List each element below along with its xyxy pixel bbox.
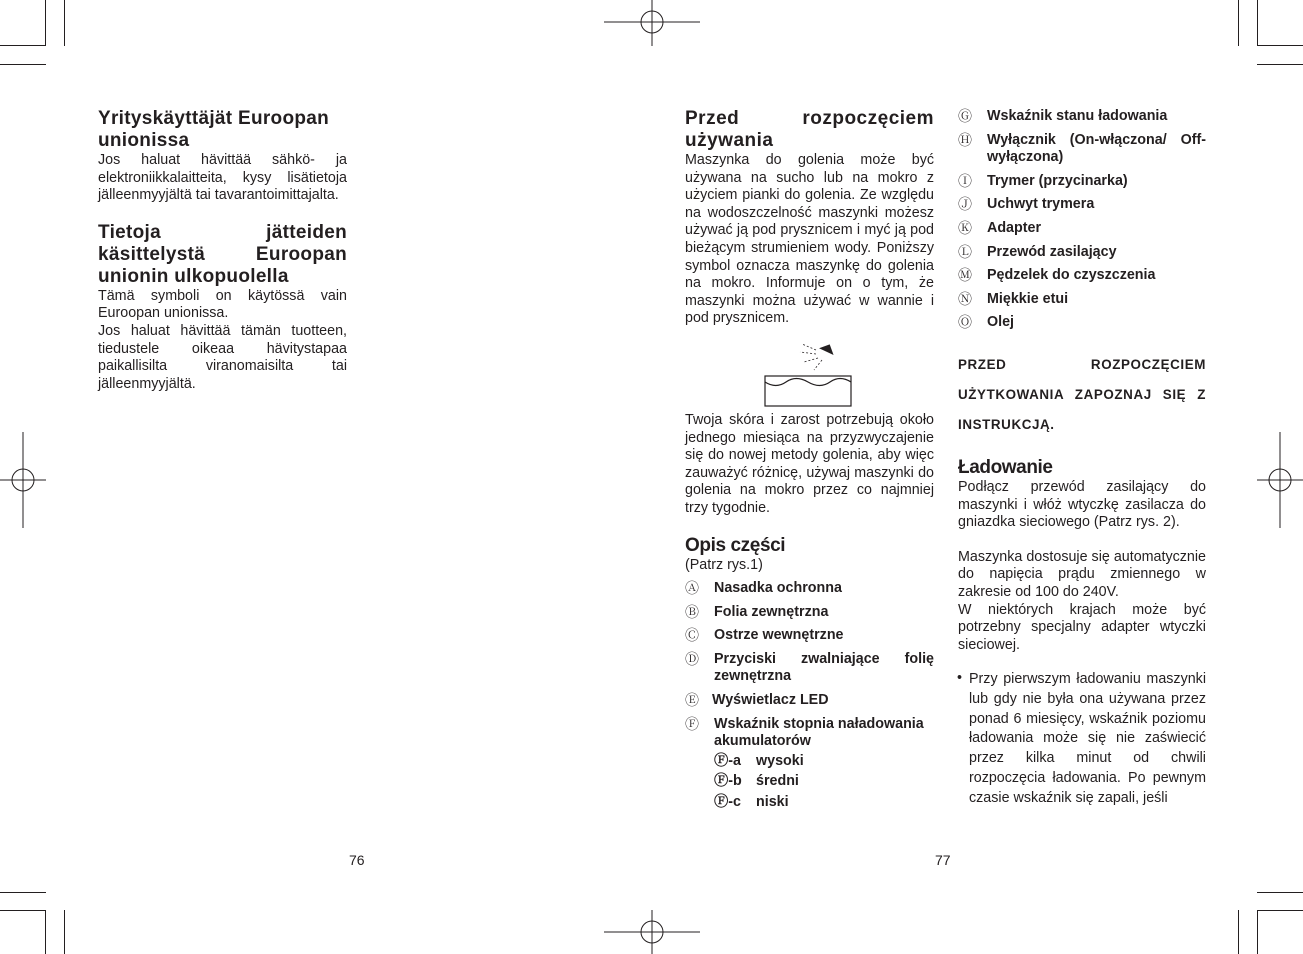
- sub-part-label: wysoki: [756, 752, 804, 769]
- pl-warning: PRZED ROZPOCZĘCIEM UŻYTKOWANIA ZAPOZNAJ SIĘ Z INSTRUKCJĄ.: [958, 356, 1206, 432]
- list-item: [685, 692, 934, 710]
- part-label: Miękkie etui: [987, 290, 1069, 307]
- page-number-left: 76: [349, 852, 365, 868]
- pl-heading-parts: Opis części: [685, 534, 786, 556]
- sub-part-item: [685, 771, 934, 792]
- pl-bullet-item: [958, 670, 1206, 808]
- sub-part-item: [685, 751, 934, 772]
- sub-part-item: [685, 792, 934, 813]
- part-marker: Ⓘ: [958, 172, 972, 189]
- polish-column-1: [685, 108, 934, 813]
- part-marker: Ⓑ: [685, 603, 699, 620]
- registration-mark-bottom: [604, 910, 700, 954]
- part-marker: Ⓜ: [958, 267, 972, 284]
- fi-heading-eu-business: Yrityskäyttäjät Euroopan unionissa: [98, 108, 330, 151]
- part-label: Folia zewnętrzna: [714, 603, 829, 620]
- parts-list-continued: [958, 108, 1206, 332]
- polish-column-2: [958, 108, 1206, 808]
- sub-part-marker: Ⓕ-b: [714, 773, 742, 790]
- pl-paragraph-before-use: Maszynka do golenia może być używana na sucho lub na mokro z użyciem pianki do golenia. Ze względu na wodoszczelność maszynki możesz używać ją pod prysznicem i myć ją pod bieżącym strumieniem wody. Poniższy symbol oznacza maszynkę do golenia na mokro. Informuje on o tym, że maszynki można używać w wannie i pod prysznicem.: [685, 152, 934, 327]
- bullet-icon: •: [957, 670, 963, 687]
- part-marker: Ⓛ: [958, 243, 972, 260]
- part-label: Wskaźnik stanu ładowania: [987, 108, 1168, 124]
- registration-mark-top: [604, 0, 700, 46]
- part-marker: Ⓕ: [685, 715, 699, 732]
- part-marker: Ⓝ: [958, 290, 972, 307]
- part-label: Uchwyt trymera: [987, 196, 1095, 213]
- registration-mark-right: [1257, 432, 1303, 528]
- part-label: Wskaźnik stopnia naładowania akumulatorów: [714, 715, 924, 750]
- list-item: [958, 267, 1206, 285]
- finnish-column: [98, 108, 347, 393]
- list-item: [685, 651, 934, 686]
- registration-mark-left: [0, 432, 46, 528]
- part-marker: Ⓚ: [958, 219, 972, 236]
- list-item: [685, 580, 934, 598]
- sub-part-label: niski: [756, 794, 789, 811]
- pl-heading-charging: Ładowanie: [958, 456, 1053, 478]
- page-number-right: 77: [935, 852, 951, 868]
- fi-paragraph-eu-business: Jos haluat hävittää sähkö- ja elektroniikkalaitteita, kysy lisätietoja jälleenmyyjältä tai tavarantoimittajalta.: [98, 152, 347, 204]
- list-item: [958, 291, 1206, 309]
- part-label: Olej: [987, 314, 1015, 331]
- pl-heading-before-use: Przed rozpoczęciem używania: [685, 108, 934, 151]
- fi-heading-outside-eu: Tietoja jätteiden käsittelystä Euroopan unionin ulkopuolella: [98, 221, 347, 287]
- pl-paragraph-charging-2: Maszynka dostosuje się automatycznie do napięcia prądu zmiennego w zakresie od 100 do 240V.: [958, 548, 1206, 600]
- pl-paragraph-skin: Twoja skóra i zarost potrzebują około jednego miesiąca na przyzwyczajenie się do nowej metody golenia, aby więc zauważyć różnicę, używaj maszynki do golenia na mokro przez co najmniej trzy tygodnie.: [685, 411, 934, 516]
- part-label: Przewód zasilający: [987, 243, 1117, 260]
- list-item: [958, 173, 1206, 191]
- part-marker: Ⓒ: [685, 627, 699, 644]
- part-label: Adapter: [987, 219, 1042, 236]
- part-label: Przyciski zwalniające folię zewnętrzna: [714, 650, 934, 685]
- list-item: [958, 244, 1206, 262]
- list-item: [958, 314, 1206, 332]
- part-label: Nasadka ochronna: [714, 580, 842, 597]
- part-label: Wyświetlacz LED: [712, 692, 829, 709]
- pl-paragraph-charging-3: W niektórych krajach może być potrzebny specjalny adapter wtyczki sieciowej.: [958, 601, 1206, 653]
- sub-part-label: średni: [756, 773, 799, 790]
- list-item: [958, 196, 1206, 214]
- sub-part-marker: Ⓕ-c: [714, 794, 742, 811]
- part-label: Ostrze wewnętrzne: [714, 627, 844, 644]
- part-marker: Ⓞ: [958, 314, 972, 331]
- part-label: Wyłącznik (On-włączona/ Off-wyłączona): [987, 131, 1206, 166]
- pl-parts-ref: (Patrz rys.1): [685, 556, 763, 573]
- sub-part-marker: Ⓕ-a: [714, 752, 742, 769]
- list-item: [685, 604, 934, 622]
- part-marker: Ⓙ: [958, 196, 972, 213]
- list-item: [958, 132, 1206, 167]
- pl-bullet-text: Przy pierwszym ładowaniu maszynki lub gdy nie była ona używana przez ponad 6 miesięcy, wskaźnik poziomu ładowania może się nie zaświecić przez kilka minut od chwili rozpoczęcia ładowania. Po pewnym czasie wskaźnik się zapali, jeśli: [969, 671, 1206, 806]
- part-marker: Ⓖ: [958, 108, 972, 124]
- part-marker: Ⓗ: [958, 131, 972, 148]
- parts-list: [685, 580, 934, 751]
- fi-paragraph-disposal: Jos haluat hävittää tämän tuotteen, tiedustele oikeaa hävitystapaa paikallisilta viranomaisilta tai jälleenmyyjältä.: [98, 322, 347, 392]
- part-marker: Ⓔ: [685, 692, 699, 709]
- fi-paragraph-symbol: Tämä symboli on käytössä vain Euroopan unionissa.: [98, 287, 347, 322]
- shower-bath-icon: [764, 342, 856, 408]
- part-marker: Ⓓ: [685, 650, 699, 667]
- part-marker: Ⓐ: [685, 580, 699, 597]
- part-label: Trymer (przycinarka): [987, 172, 1128, 189]
- list-item: [685, 627, 934, 645]
- pl-paragraph-charging-1: Podłącz przewód zasilający do maszynki i włóż wtyczkę zasilacza do gniazdka sieciowego (Patrz rys. 2).: [958, 478, 1206, 531]
- list-item: [685, 716, 934, 751]
- list-item: [958, 220, 1206, 238]
- part-label: Pędzelek do czyszczenia: [987, 267, 1156, 284]
- list-item: [958, 108, 1206, 126]
